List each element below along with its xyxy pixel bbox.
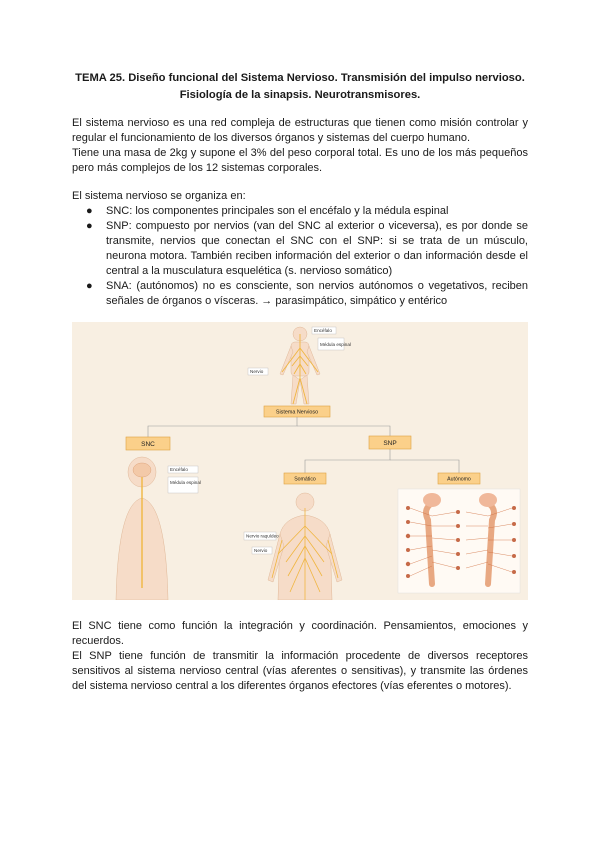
somatic-label: Somático (294, 476, 316, 483)
snc-label: SNC (141, 441, 155, 448)
intro-paragraph-1: El sistema nervioso es una red compleja de estructuras que tienen como misión controlar y regular el funcionamiento de los diversos órganos y sistemas del cuerpo humano. (72, 117, 528, 144)
list-item-text: SNA: (autónomos) no es consciente, son nervios autónomos o vegetativos, reciben señales de órganos o vísceras. → parasimpático, simpático y entérico (106, 280, 528, 307)
closing-paragraph-2: El SNP tiene función de transmitir la información procedente de diversos receptores sensitivos al sistema nervioso central (vías aferentes o sensitivas), y transmite las órdenes del sistema nervioso central a los diferentes órganos efectores (vías eferentes o motores). (72, 650, 528, 692)
document-title (60, 70, 540, 104)
top-body-nerves (282, 334, 318, 404)
label-encefalo: Encéfalo (314, 328, 332, 333)
intro-paragraph-2: Tiene una masa de 2kg y supone el 3% del peso corporal total. Es uno de los más pequeños pero más complejos de los 12 sistemas corporales. (72, 147, 528, 174)
title-line-2: Fisiología de la sinapsis. Neurotransmisores. (179, 89, 421, 101)
label-medula: Médula espinal (320, 342, 351, 347)
list-item-snc (72, 204, 528, 219)
root-label: Sistema Nervioso (275, 409, 319, 416)
list-item-sna (72, 279, 528, 309)
list-item-snp (72, 219, 528, 279)
somatic-label-nervio-raquideo: Nervio raquídeo (246, 533, 279, 539)
somatic-label-nervio: Nervio (254, 548, 268, 553)
bullet-icon: ● (86, 280, 93, 292)
snc-label-encefalo: Encéfalo (170, 467, 188, 472)
nervous-system-diagram (72, 322, 528, 600)
diagram-svg (72, 322, 528, 600)
list-item-text: SNP: compuesto por nervios (van del SNC al exterior o viceversa), es por donde se transmite, nervios que conectan el SNC con el SNP: si se trata de un músculo, neurona motora. También reciben información del exterior o dan información desde el central a la musculatura esquelética (s. nervioso somático) (106, 220, 528, 277)
closing-paragraph-1: El SNC tiene como función la integración y coordinación. Pensamientos, emociones y recuerdos. (72, 620, 528, 647)
organization-heading: El sistema nervioso se organiza en: (72, 190, 246, 202)
organization-list (72, 204, 528, 309)
list-item-text: SNC: los componentes principales son el encéfalo y la médula espinal (106, 205, 449, 217)
bullet-icon: ● (86, 205, 93, 217)
snc-figure (116, 457, 168, 600)
autonomic-label: Autónomo (447, 476, 471, 483)
autonomic-illustration (398, 489, 520, 593)
snp-label: SNP (383, 440, 397, 447)
snc-label-medula: Médula espinal (170, 480, 201, 485)
label-nervio: Nervio (250, 369, 264, 374)
title-line-1: TEMA 25. Diseño funcional del Sistema Nervioso. Transmisión del impulso nervioso. (75, 72, 525, 84)
bullet-icon: ● (86, 220, 93, 232)
diagram-connectors (148, 417, 459, 473)
